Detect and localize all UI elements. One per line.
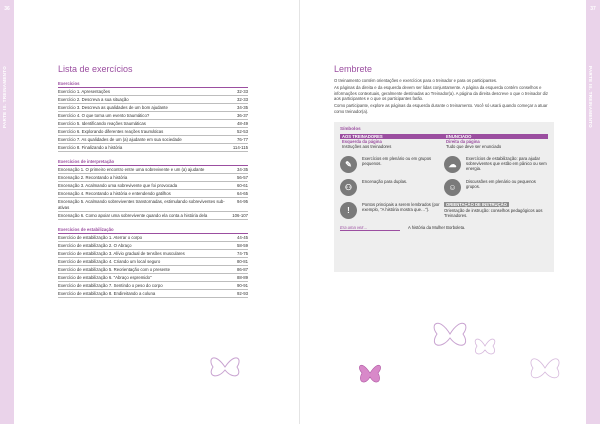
exercise-title: Exercício 4. O que torna um evento traumático? <box>58 113 150 118</box>
exercise-pages: 106-107 <box>232 212 248 218</box>
trainer-column-text: Instruções aos treinadores <box>342 144 392 150</box>
exercise-row <box>58 120 248 128</box>
exercise-title: Exercício de estabilização 7. Sentindo o peso do corpo <box>58 283 163 288</box>
symbol-text: Exercícios em plenário ou em grupos pequenos. <box>362 155 432 166</box>
symbol-row <box>340 179 548 196</box>
exercise-pages: 32-33 <box>237 97 248 102</box>
exercise-pages: 60-61 <box>237 183 248 188</box>
exercise-row <box>58 250 248 258</box>
exercise-title: Exercício de estabilização 8. Endireitando a coluna <box>58 291 156 296</box>
exercise-row <box>58 136 248 144</box>
reminder-icon: ! <box>340 202 357 219</box>
exercise-title: Exercício de estabilização 4. Criando um local seguro <box>58 259 161 264</box>
section-heading: Exercícios <box>58 80 248 88</box>
pairs-role-play-icon: ⚇ <box>340 179 357 196</box>
exercise-title: Exercício de estabilização 2. O Abraço <box>58 243 132 248</box>
exercise-title: Exercício 8. Finalizando a história <box>58 145 123 150</box>
trainer-column-sub: Esquerda da página <box>342 139 382 145</box>
section-heading: Exercícios de interpretação <box>58 158 248 166</box>
exercise-row <box>58 166 248 174</box>
statement-column-header: ENUNCIADO <box>444 134 548 139</box>
exercise-pages: 52-53 <box>237 129 248 134</box>
trainer-column-header: AOS TREINADORES <box>340 134 444 139</box>
exercise-pages: 92-93 <box>237 291 248 296</box>
exercise-row <box>58 96 248 104</box>
symbol-text: Encenação para duplas. <box>362 178 408 184</box>
exercise-row <box>58 282 248 290</box>
exercise-title: Exercício 6. Explorando diferentes reações traumáticas <box>58 129 164 134</box>
symbol-item <box>444 156 548 173</box>
exercise-pages: 48-49 <box>237 121 248 126</box>
intro-text <box>334 78 554 116</box>
exercise-pages: 80-81 <box>237 259 248 264</box>
exercise-title: Encenação 4. Recontando a história e entendendo gatilhos <box>58 191 171 196</box>
exercise-row <box>58 190 248 198</box>
exercise-pages: 34-35 <box>237 105 248 110</box>
exercise-row <box>58 198 248 212</box>
exercise-row <box>58 212 248 220</box>
exercise-pages: 86-87 <box>237 267 248 272</box>
exercise-pages: 114-115 <box>232 145 248 150</box>
exercise-row <box>58 112 248 120</box>
stabilization-exercise-icon: ☁ <box>444 156 461 173</box>
exercise-title: Exercício 2. Descreva a sua situação <box>58 97 129 102</box>
butterfly-row <box>340 225 548 231</box>
individual-exercise-icon: ✎ <box>340 156 357 173</box>
symbol-text: Discussões em plenário ou pequenos grupos. <box>466 178 536 189</box>
exercise-row <box>58 182 248 190</box>
symbol-item <box>340 202 444 219</box>
intro-paragraph: O treinamento contém orientações e exercícios para o treinador e para os participantes. <box>334 78 498 83</box>
side-section-label: PARTE III. TREINAMENTO <box>2 66 7 128</box>
exercise-title: Exercício 3. Descreva as qualidades de um bom ajudante <box>58 105 168 110</box>
exercise-title: Encenação 1. O primeiro encontro entre uma sobrevivente e um (a) ajudante <box>58 166 205 172</box>
exercise-row <box>58 144 248 152</box>
exercise-row <box>58 88 248 96</box>
symbol-row <box>340 156 548 173</box>
symbols-header-table <box>340 134 548 150</box>
symbol-text: Pontos principais a serem lembrados (por exemplo, "A história mostra que…"). <box>362 201 440 212</box>
exercise-title: Exercício de estabilização 5. Reorientação com o presente <box>58 267 171 272</box>
butterfly-example: Era uma vez… <box>340 225 400 231</box>
symbols-box <box>334 122 554 272</box>
exercise-pages: 90-91 <box>237 283 248 288</box>
exercise-row <box>58 174 248 182</box>
right-side-band <box>586 0 600 424</box>
exercise-row <box>58 234 248 242</box>
exercise-pages: 44-45 <box>237 235 248 240</box>
exercise-title: Exercício de estabilização 3. Alívio gradual de tensões musculares <box>58 251 185 256</box>
exercise-pages: 64-65 <box>237 191 248 196</box>
exercise-pages: 34-35 <box>237 166 248 172</box>
group-discussion-icon: ☺ <box>444 179 461 196</box>
exercise-row <box>58 290 248 298</box>
exercise-row <box>58 242 248 250</box>
exercise-title: Exercício de estabilização 6. "Abraço espremido" <box>58 275 152 280</box>
trainer-column <box>340 134 444 150</box>
exercise-list <box>58 80 248 298</box>
intro-paragraph: As páginas da direita e da esquerda devem ser lidas conjuntamente. A página da esquerda contém conselhos e informações contextuais, geralmente destinadas ao Treinador(a). A página da direita descreve o que o treinador diz aos participantes e o que os participantes farão. <box>334 85 548 102</box>
page-number: 36 <box>4 6 10 12</box>
exercise-pages: 76-77 <box>237 137 248 142</box>
butterfly-sketch-icon <box>470 330 500 360</box>
exercise-row <box>58 274 248 282</box>
exercise-title: Exercício de estabilização 1. Aterrar o corpo <box>58 235 143 240</box>
exercise-title: Exercício 7. As qualidades de um (a) ajudante em sua sociedade <box>58 137 182 142</box>
exercise-pages: 36-37 <box>237 113 248 118</box>
exercise-title: Encenação 3. Acalmando uma sobrevivente que foi provocada <box>58 183 178 188</box>
exercise-row <box>58 128 248 136</box>
exercise-row <box>58 104 248 112</box>
exercise-row <box>58 258 248 266</box>
exercise-pages: 58-59 <box>237 243 248 248</box>
statement-column-sub: Direita da página <box>446 139 480 145</box>
exercise-title: Encenação 2. Recontando a história <box>58 175 128 180</box>
statement-column <box>444 134 548 150</box>
exercise-title: Exercício 1. Apresentações <box>58 89 111 94</box>
exercise-pages: 56-57 <box>237 175 248 180</box>
exercise-row <box>58 266 248 274</box>
symbol-item <box>340 179 444 196</box>
exercise-pages: 32-33 <box>237 89 248 94</box>
exercise-title: Encenação 6. Como apoiar uma sobrevivente quando ela conta a história dela <box>58 212 208 218</box>
exercise-title: Encenação 5. Acalmando sobreviventes transtornadas, estimulando sobreviventes sub-ativas <box>58 198 225 210</box>
exercise-pages: 88-89 <box>237 275 248 280</box>
orientation-text: Orientação de instrução: conselhos pedagógicos aos Treinadores. <box>444 207 543 219</box>
section-heading: Exercícios de estabilização <box>58 226 248 234</box>
symbol-item <box>444 202 548 219</box>
exercise-pages: 94-95 <box>237 198 248 204</box>
butterfly-text: A história da Mulher Borboleta. <box>408 225 466 231</box>
statement-column-text: Tudo que deve ser enunciado <box>446 144 502 150</box>
page-title: Lista de exercícios <box>58 64 133 74</box>
butterfly-outline-icon <box>425 312 475 352</box>
exercise-title: Exercício 5. Identificando reações traumáticas <box>58 121 146 126</box>
symbol-text: Exercícios de estabilização: para ajudar sobreviventes que estão em pânico ou sem energia. <box>466 155 547 172</box>
orientation-tag: ORIENTAÇÃO DE INSTRUÇÃO <box>446 201 507 207</box>
butterfly-pink-icon <box>355 355 385 389</box>
side-section-label: PARTE III. TREINAMENTO <box>588 66 593 128</box>
symbol-row <box>340 202 548 219</box>
butterfly-sketch-icon <box>525 348 565 386</box>
symbol-item <box>444 179 548 196</box>
butterfly-sketch-icon <box>205 350 245 384</box>
left-side-band <box>0 0 14 424</box>
exercise-pages: 74-75 <box>237 251 248 256</box>
page-number: 37 <box>590 6 596 12</box>
intro-paragraph: Como participante, explore as páginas da esquerda durante o treinamento. Você só usará quando começar a atuar como treinador(a). <box>334 103 548 114</box>
symbols-heading: Símbolos <box>340 126 361 131</box>
symbol-item <box>340 156 444 173</box>
page-title: Lembrete <box>334 64 373 74</box>
